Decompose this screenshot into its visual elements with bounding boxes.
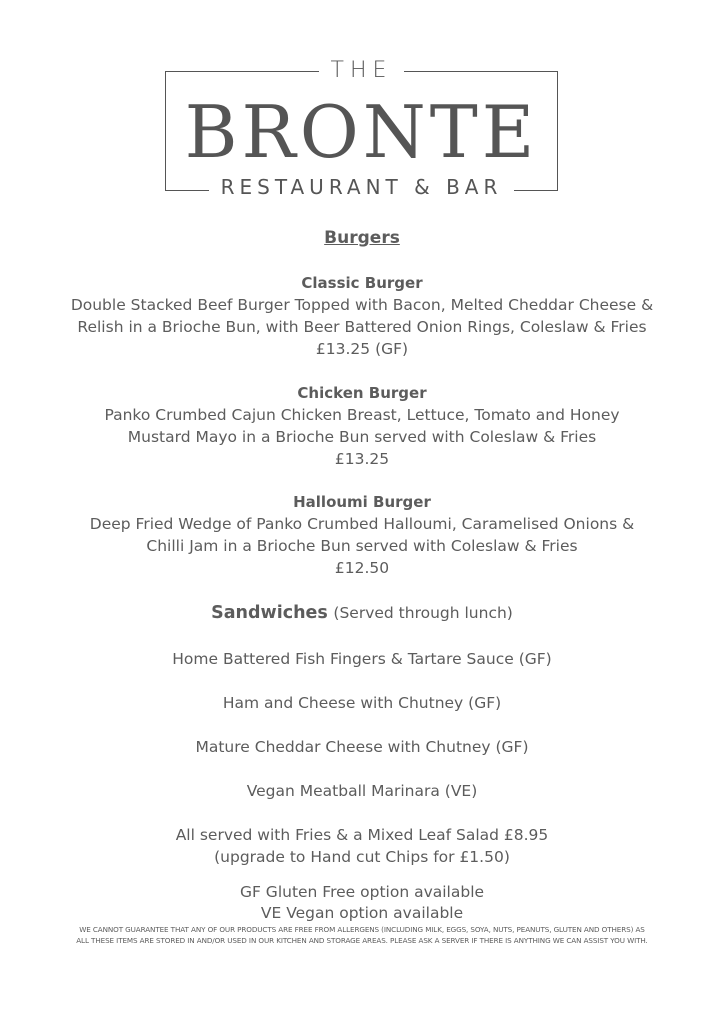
logo-subtitle: RESTAURANT & BAR (209, 175, 515, 199)
halloumi-burger-desc-1: Deep Fried Wedge of Panko Crumbed Halloumi, Caramelised Onions & (89, 515, 635, 533)
allergen-disclaimer-2: ALL THESE ITEMS ARE STORED IN AND/OR USED IN OUR KITCHEN AND STORAGE AREAS. PLEASE ASK A SERVER IF THERE IS ANYTHING WE CAN ASSIST YOU WITH. (76, 936, 648, 945)
classic-burger-desc-2: Relish in a Brioche Bun, with Beer Battered Onion Rings, Coleslaw & Fries (77, 318, 647, 336)
sandwiches-section-title (0, 602, 724, 624)
sandwiches-note: (Served through lunch) (333, 604, 513, 622)
logo-name: BRONTE (184, 90, 539, 174)
sandwiches-heading: Sandwiches (211, 603, 328, 623)
classic-burger-desc-1: Double Stacked Beef Burger Topped with Bacon, Melted Cheddar Cheese & (70, 296, 654, 314)
classic-burger-price: £13.25 (GF) (315, 340, 409, 358)
burgers-heading: Burgers (324, 228, 400, 248)
chicken-burger-desc-1: Panko Crumbed Cajun Chicken Breast, Lettuce, Tomato and Honey (104, 406, 620, 424)
sandwich-item: Home Battered Fish Fingers & Tartare Sauce (GF) (172, 650, 552, 668)
halloumi-burger-title: Halloumi Burger (293, 493, 431, 511)
logo-the: THE (319, 58, 405, 83)
halloumi-burger-price: £12.50 (334, 559, 390, 577)
sandwich-item: Vegan Meatball Marinara (VE) (246, 782, 478, 800)
chicken-burger-title: Chicken Burger (297, 384, 427, 402)
sandwich-item: Mature Cheddar Cheese with Chutney (GF) (195, 738, 529, 756)
restaurant-logo (165, 58, 558, 199)
chicken-burger-desc-2: Mustard Mayo in a Brioche Bun served with Coleslaw & Fries (127, 428, 597, 446)
key-gluten-free: GF Gluten Free option available (239, 883, 485, 901)
halloumi-burger-desc-2: Chilli Jam in a Brioche Bun served with Coleslaw & Fries (146, 537, 578, 555)
classic-burger-title: Classic Burger (301, 274, 423, 292)
sandwich-item: Ham and Cheese with Chutney (GF) (222, 694, 502, 712)
sandwiches-upgrade: (upgrade to Hand cut Chips for £1.50) (214, 848, 510, 866)
key-vegan: VE Vegan option available (260, 904, 464, 922)
sandwiches-served-with: All served with Fries & a Mixed Leaf Salad £8.95 (175, 826, 549, 844)
chicken-burger-price: £13.25 (334, 450, 390, 468)
allergen-disclaimer-1: WE CANNOT GUARANTEE THAT ANY OF OUR PRODUCTS ARE FREE FROM ALLERGENS (INCLUDING MILK, EGGS, SOYA, NUTS, PEANUTS, GLUTEN AND OTHERS) AS (79, 925, 645, 934)
